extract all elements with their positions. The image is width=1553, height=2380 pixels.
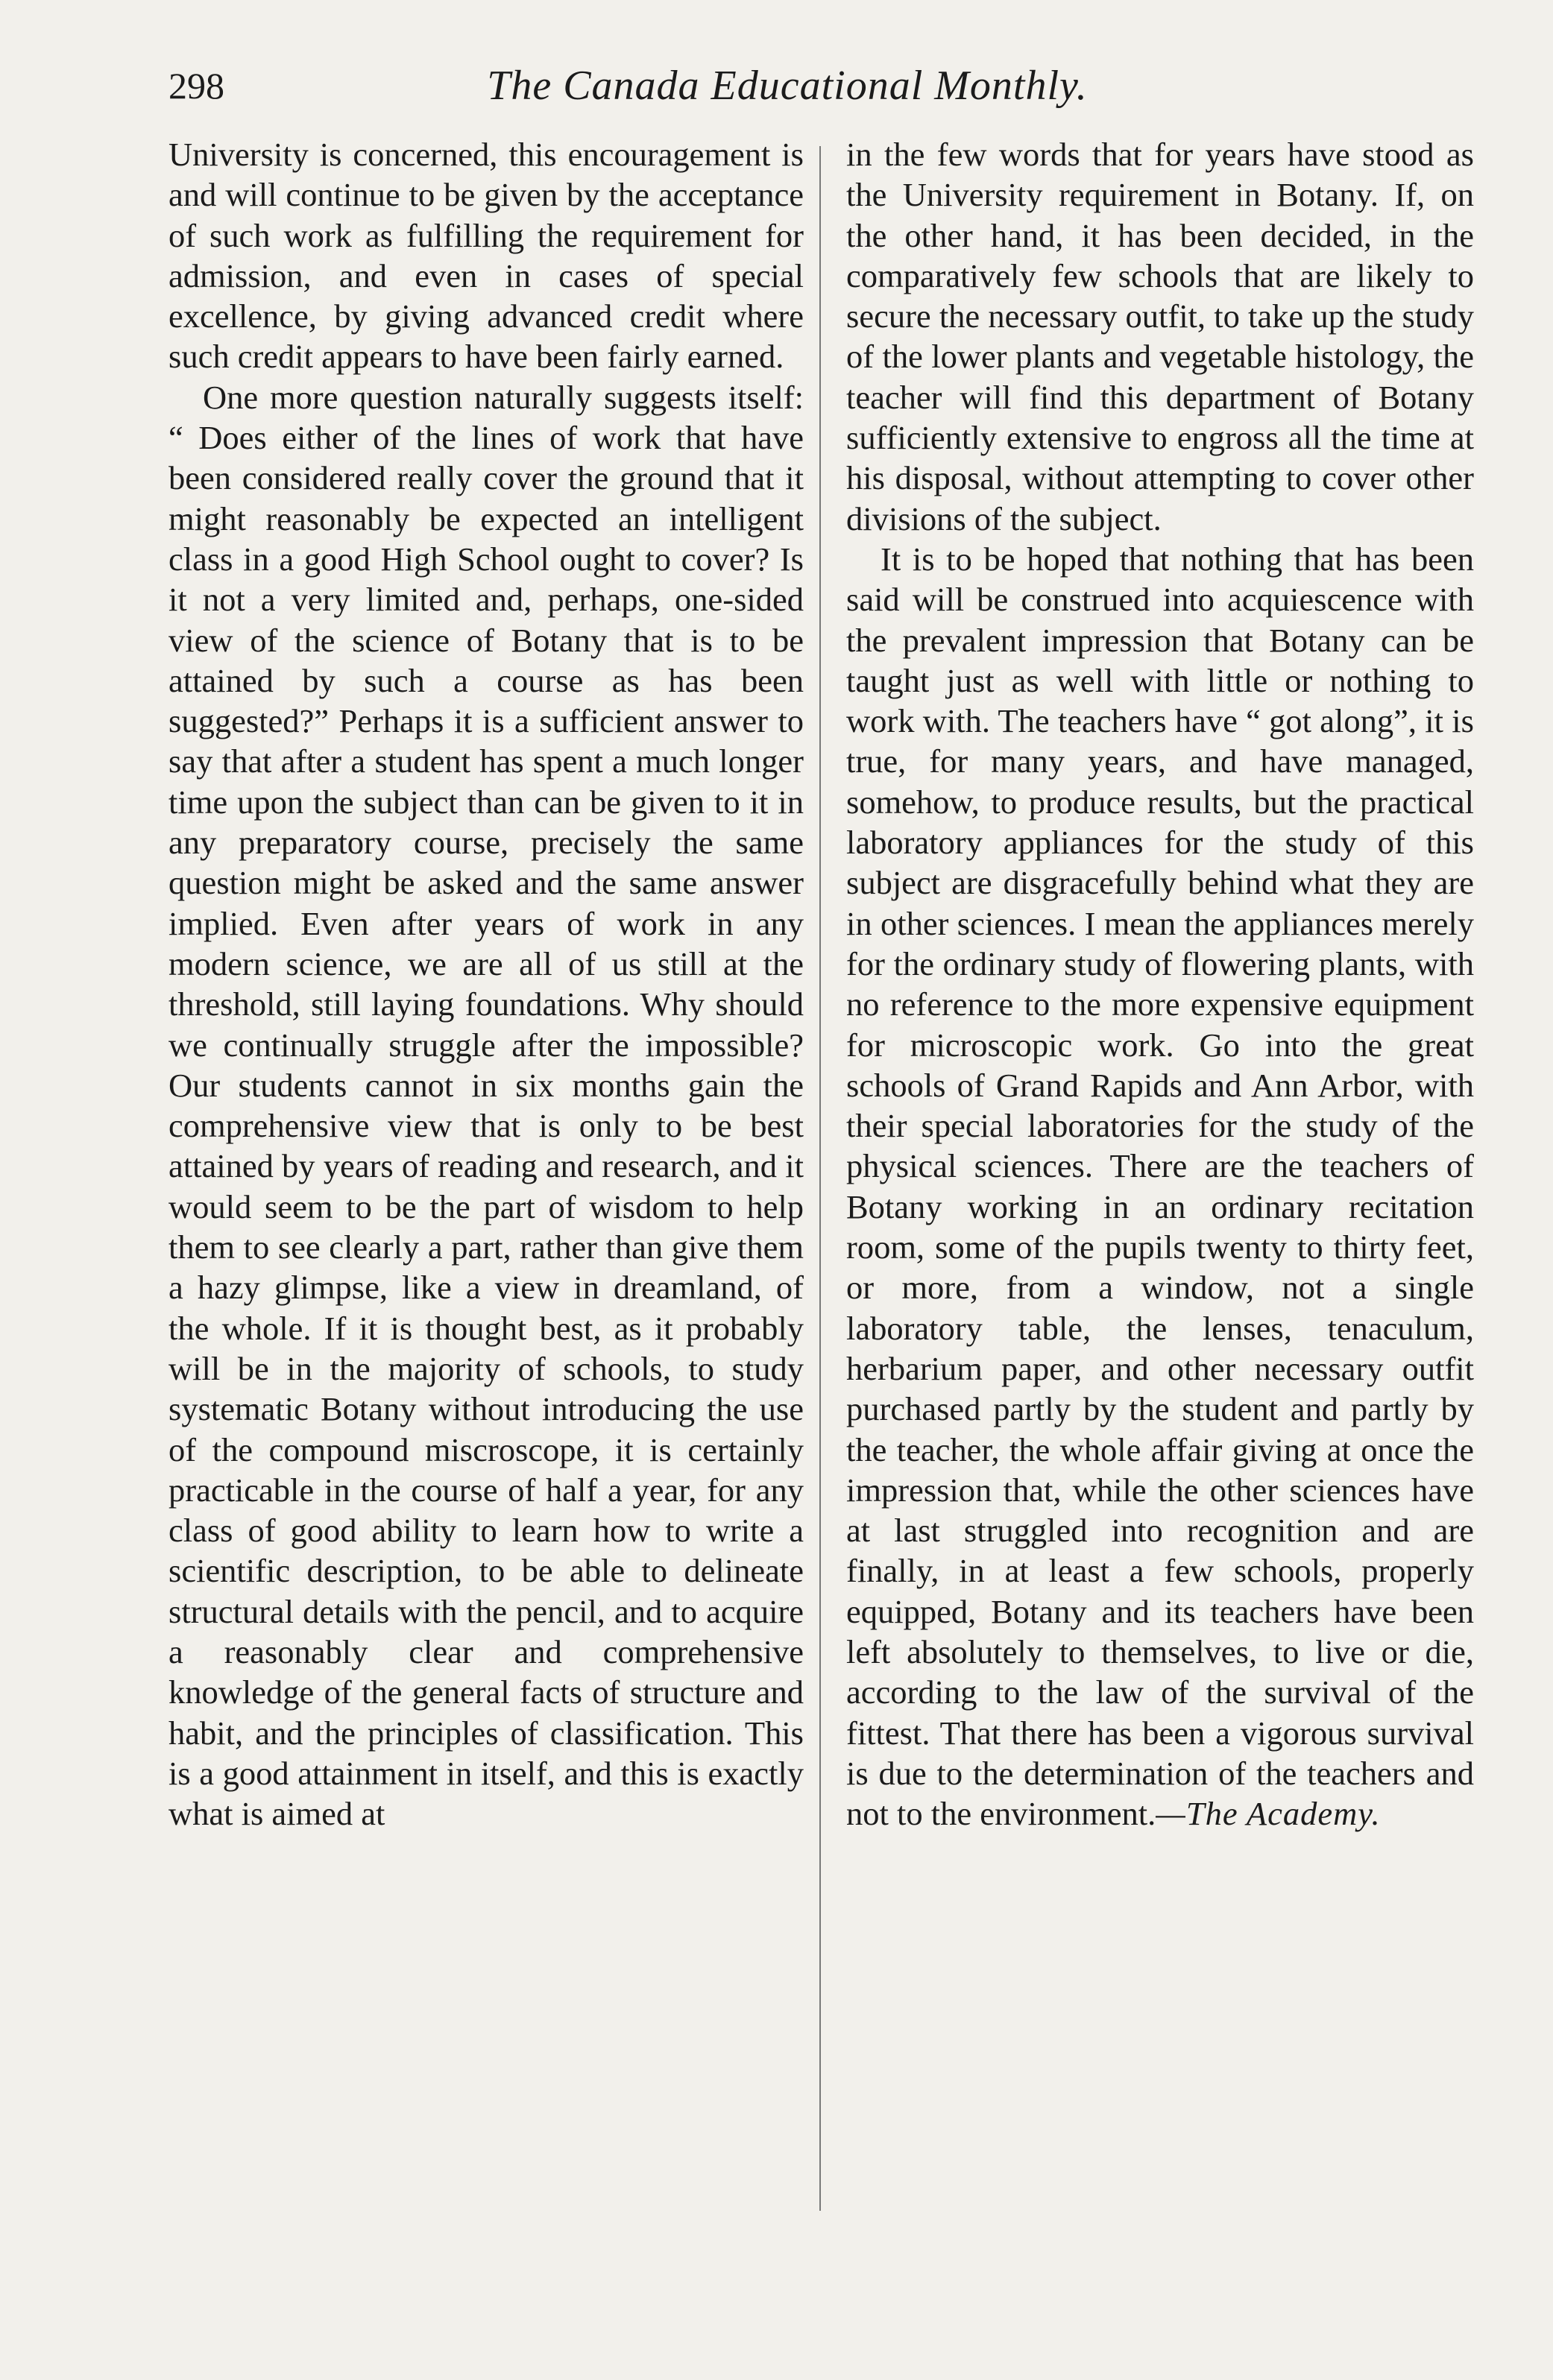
left-paragraph-question: One more question naturally suggests itself: “ Does either of the lines of work that have been considered really cover the ground that it might reasonably be expected an intelligent class in a good High School ought to cover? Is it not a very limited and, perhaps, one-sided view of the science of Botany that is to be attained by such a course as has been suggested?” Perhaps it is a sufficient answer to say that after a student has spent a much longer time upon the subject than can be given to it in any preparatory course, precisely the same question might be asked and the same answer implied. Even after years of work in any modern science, we are all of us still at the threshold, still laying foundations. Why should we continually struggle after the impossible? Our students cannot in six months gain the comprehensive view that is only to be best attained by years of reading and research, and it would seem to be the part of wisdom to help them to see clearly a part, rather than give them a hazy glimpse, like a view in dreamland, of the whole. If it is thought best, as it probably will be in the majority of schools, to study systematic Botany without introducing the use of the compound miscroscope, it is certainly practicable in the course of half a year, for any class of good ability to learn how to write a scientific description, to be able to delineate structural details with the pencil, and to acquire a reasonably clear and comprehensive knowledge of the general facts of structure and habit, and the principles of classification. This is a good attainment in itself, and this is exactly what is aimed at <box>168 378 804 1833</box>
right-paragraph-continued: in the few words that for years have stood as the University requirement in Botany. If, on the other hand, it has been decided, in the comparatively few schools that are likely to secure the necessary outfit, to take up the study of the lower plants and vegetable histology, the teacher will find this department of Botany sufficiently extensive to engross all the time at his disposal, without attempting to cover other divisions of the subject. <box>846 136 1474 537</box>
column-divider <box>819 146 821 2211</box>
page-header <box>168 52 1473 119</box>
right-column <box>846 134 1474 1834</box>
right-paragraph-hoped-text: It is to be hoped that nothing that has been said will be construed into acquiescence with the prevalent impression that Botany can be taught just as well with little or nothing to work with. The teachers have “ got along”, it is true, for many years, and have managed, somehow, to produce results, but the practical laboratory appliances for the study of this subject are disgracefully behind what they are in other sciences. I mean the appliances merely for the ordinary study of flowering plants, with no reference to the more expensive equipment for microscopic work. Go into the great schools of Grand Rapids and Ann Arbor, with their special laboratories for the study of the physical sciences. There are the teachers of Botany working in an ordinary recitation room, some of the pupils twenty to thirty feet, or more, from a window, not a single laboratory table, the lenses, tenaculum, herbarium paper, and other necessary outfit purchased partly by the student and partly by the teacher, the whole affair giving at once the impression that, while the other sciences have at last struggled into recognition and are finally, in at least a few schools, properly equipped, Botany and its teachers have been left absolutely to themselves, to live or die, according to the law of the survival of the fittest. That there has been a vigorous survival is due to the determination of the teachers and not to the environment. <box>846 540 1474 1833</box>
attribution: —The Academy. <box>1156 1795 1381 1833</box>
left-paragraph-continued: University is concerned, this encouragement is and will continue to be given by the acceptance of such work as fulfilling the requirement for admission, and even in cases of special excellence, by giving advanced credit where such credit appears to have been fairly earned. <box>168 136 804 376</box>
left-column <box>168 134 804 1834</box>
running-title: The Canada Educational Monthly. <box>487 63 1088 109</box>
right-paragraph-hoped <box>846 539 1474 1834</box>
page-number: 298 <box>168 65 224 107</box>
